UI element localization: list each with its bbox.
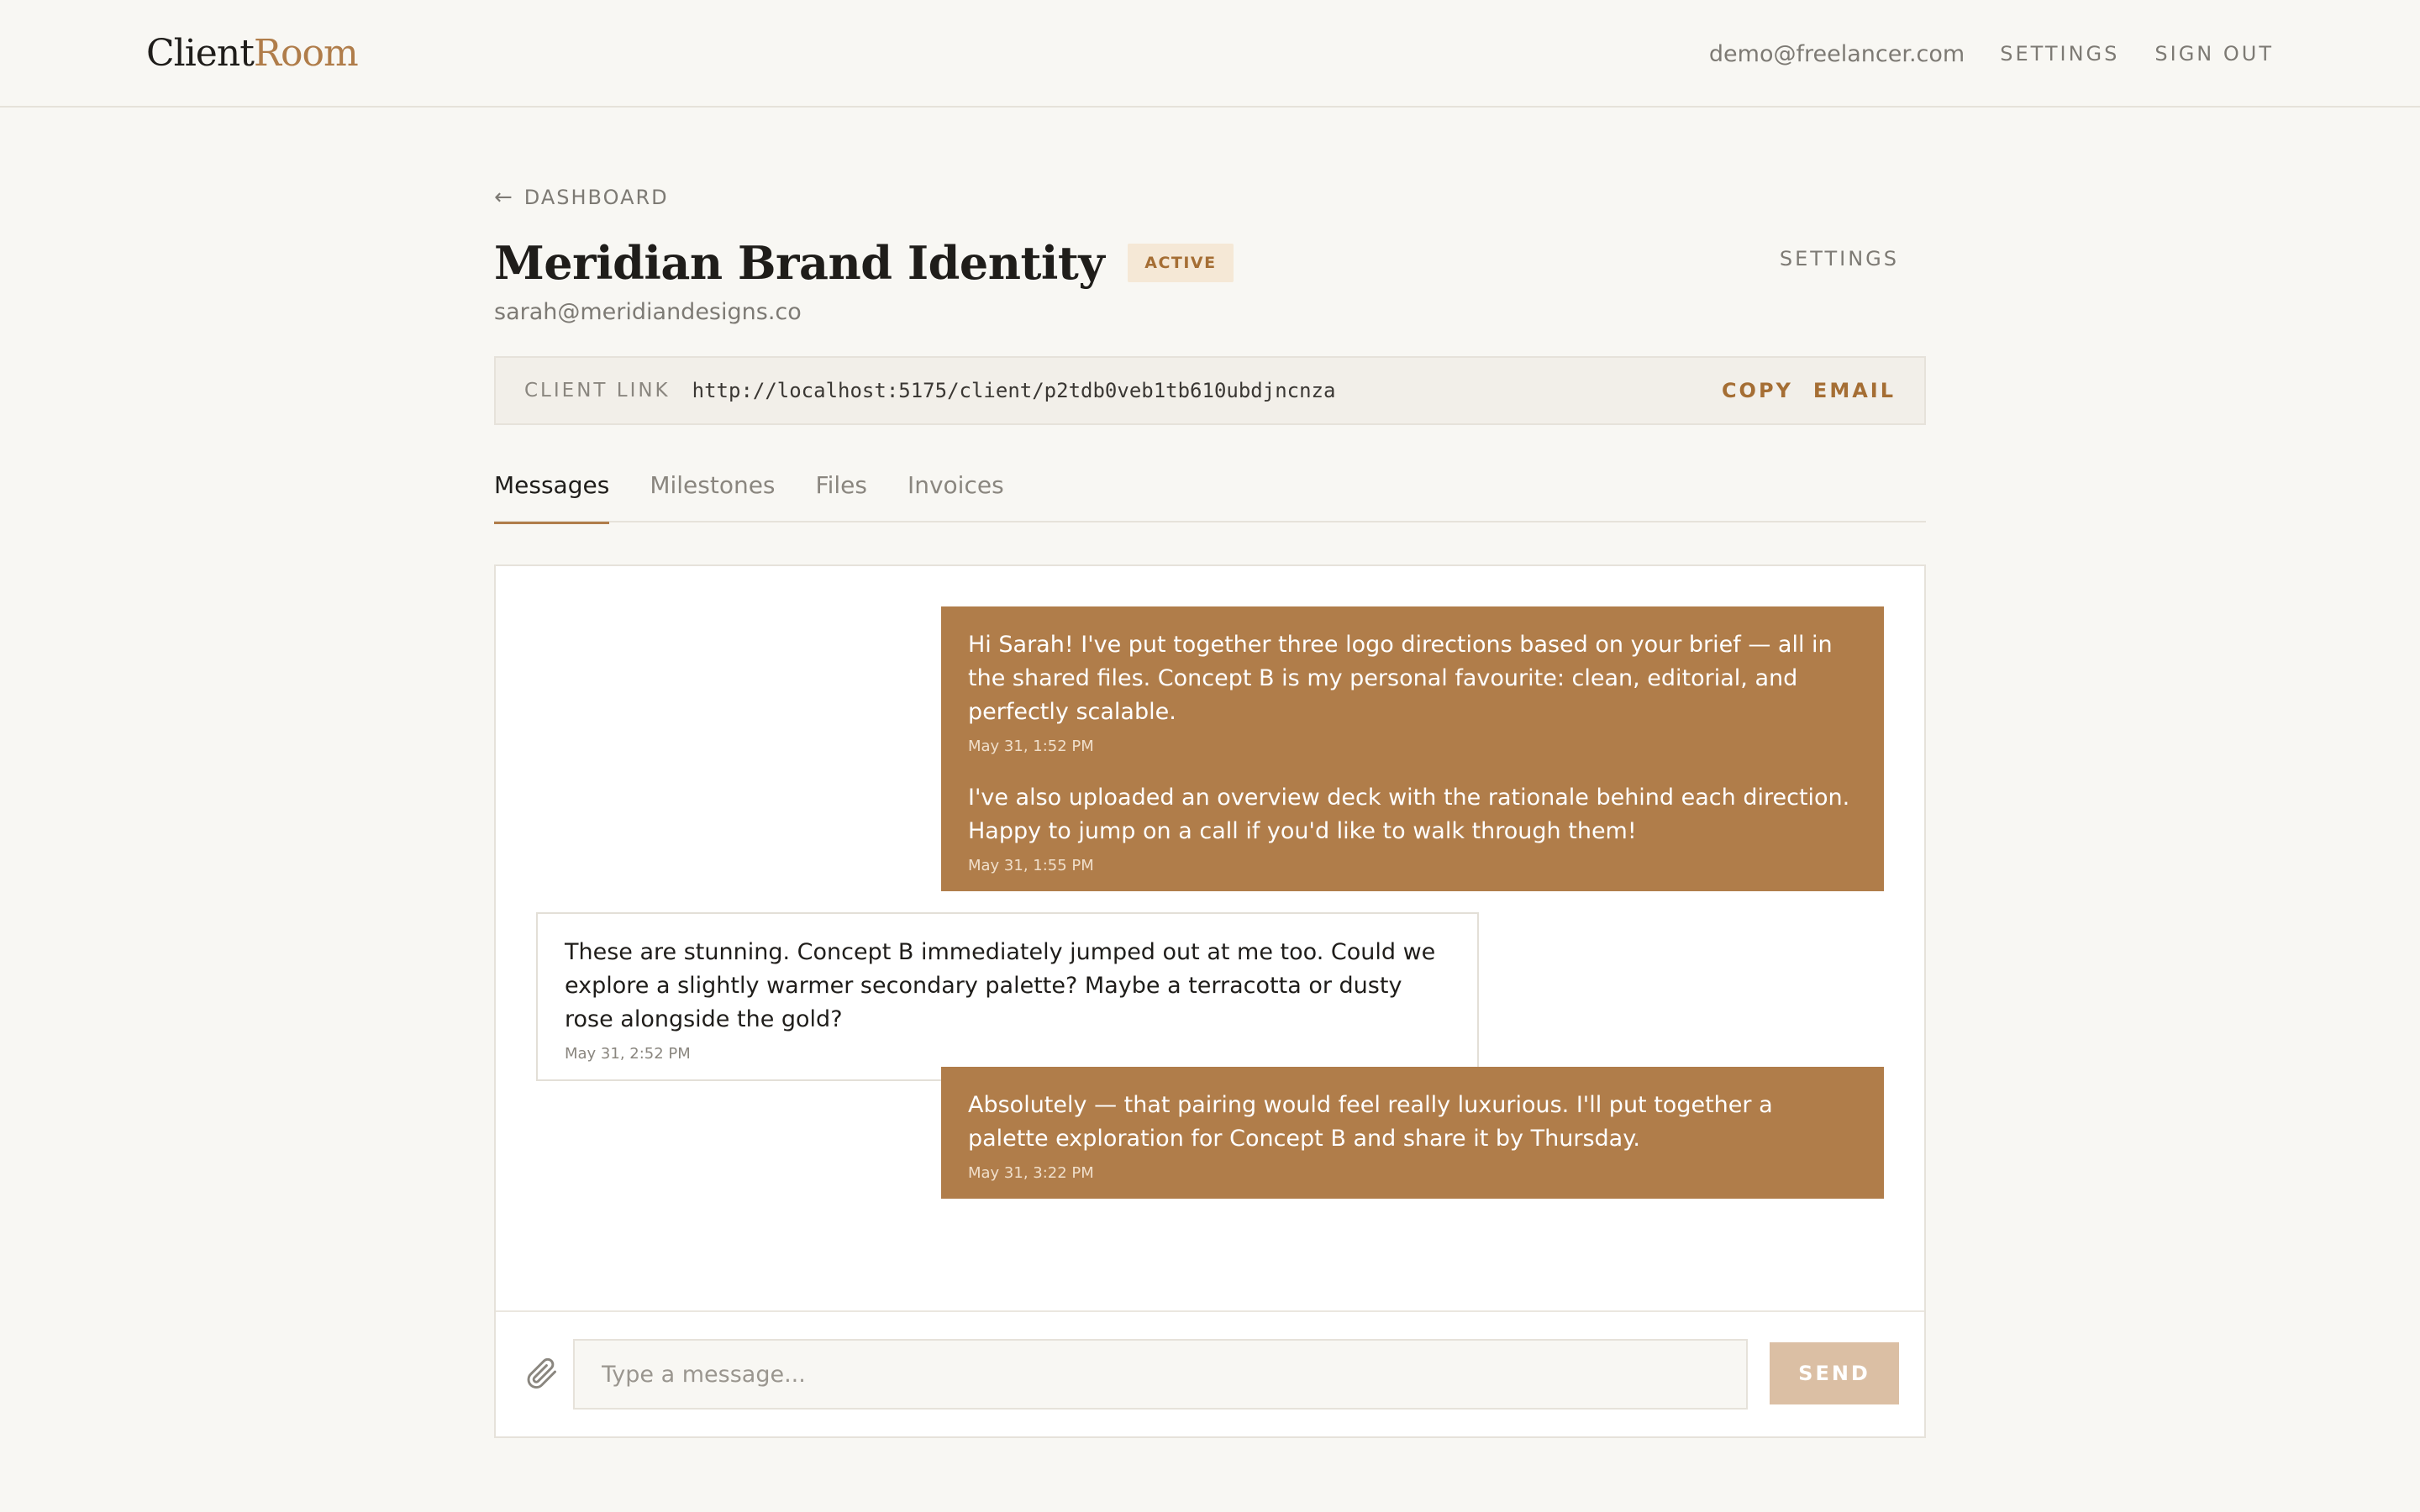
tab-files[interactable]: Files [815,471,867,499]
message-composer [496,1310,1924,1436]
message-timestamp: May 31, 1:55 PM [968,857,1094,874]
tab-invoices[interactable]: Invoices [907,471,1004,499]
tab-milestones[interactable]: Milestones [650,471,776,499]
message-timestamp: May 31, 2:52 PM [565,1045,691,1063]
logo-text-client: Client [146,32,254,75]
page-title: Meridian Brand Identity [494,236,1105,290]
message-timestamp: May 31, 3:22 PM [968,1164,1094,1182]
app-logo[interactable] [146,29,358,79]
back-link-label: DASHBOARD [523,186,669,209]
arrow-left-icon: ← [494,185,514,210]
message-text: These are stunning. Concept B immediately jumped out at me too. Could we explore a slightly warmer secondary palette? Maybe a terracotta or dusty rose alongside the gold? [565,939,1436,1032]
copy-link-button[interactable]: COPY [1721,379,1793,402]
email-link-button[interactable]: EMAIL [1812,379,1896,402]
client-link-url[interactable]: http://localhost:5175/client/p2tdb0veb1tb610ubdjncnza [692,379,1336,402]
message-bubble-received [536,912,1479,1081]
sign-out-link[interactable]: SIGN OUT [2154,42,2274,66]
paperclip-icon[interactable] [523,1354,560,1391]
message-bubble-sent [941,606,1884,772]
message-text: Hi Sarah! I've put together three logo directions based on your brief — all in the shared files. Concept B is my personal favourite: clean, editorial, and perfectly scalable. [968,632,1833,725]
project-settings-link[interactable]: SETTINGS [1779,247,1899,270]
client-email: sarah@meridiandesigns.co [494,299,802,325]
message-text: I've also uploaded an overview deck with the rationale behind each direction. Happy to jump on a call if you'd like to walk through them! [968,785,1850,844]
message-bubble-sent [941,1067,1884,1199]
messages-panel [494,564,1926,1438]
client-link-label: CLIENT LINK [524,380,671,402]
logo-text-room: Room [253,32,358,75]
message-timestamp: May 31, 1:52 PM [968,738,1094,755]
project-title-row [494,225,1234,301]
status-badge: ACTIVE [1128,244,1233,282]
project-tabs [494,460,1926,522]
message-input[interactable] [573,1339,1748,1410]
tab-messages[interactable]: Messages [494,460,609,522]
client-link-bar [494,356,1926,425]
user-email: demo@freelancer.com [1708,40,1965,67]
settings-link[interactable]: SETTINGS [2000,42,2120,66]
top-bar [0,0,2420,108]
back-to-dashboard-link[interactable] [494,185,669,210]
send-button[interactable]: SEND [1770,1342,1899,1404]
message-text: Absolutely — that pairing would feel really luxurious. I'll put together a palette exploration for Concept B and share it by Thursday. [968,1092,1773,1152]
top-nav [1709,29,2274,79]
message-bubble-sent [941,759,1884,891]
